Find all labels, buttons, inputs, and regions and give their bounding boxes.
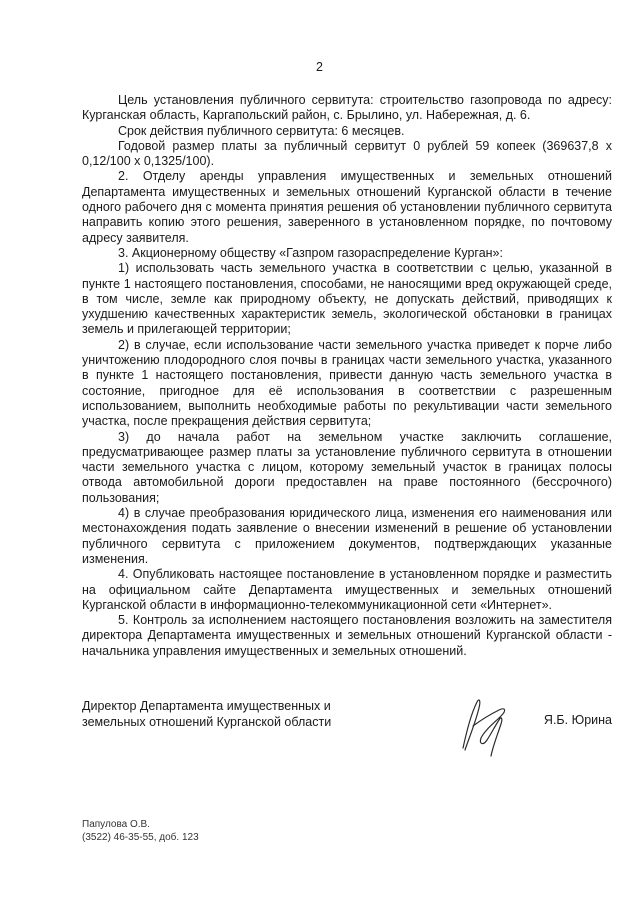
document-body — [82, 93, 612, 659]
item-3-sub-4: 4) в случае преобразования юридического лица, изменения его наименования или местонахождения подать заявление о внесении изменений в решение об установлении публичного сервитута с приложением документов, подтверждающих указанные изменения. — [82, 506, 612, 566]
item-2: 2. Отделу аренды управления имущественных и земельных отношений Департамента имущественных и земельных отношений Курганской области в течение одного рабочего дня с момента принятия решения об установлении публичного сервитута направить копию этого решения, заверенного в установленном порядке, по почтовому адресу заявителя. — [82, 169, 612, 245]
page-number: 2 — [316, 60, 323, 74]
executor-info — [82, 818, 199, 844]
item-3-sub-2: 2) в случае, если использование части земельного участка приведет к порче либо уничтожению плодородного слоя почвы в границах части земельного участка, указанного в пункте 1 настоящего постановления, привести данную часть земельного участка в состояние, пригодное для её использования в соответствии с разрешенным использованием, выполнить необходимые работы по рекультивации части земельного участка, после прекращения действия сервитута; — [82, 337, 612, 429]
signer-name: Я.Б. Юрина — [543, 713, 612, 727]
item-4: 4. Опубликовать настоящее постановление в установленном порядке и разместить на официальном сайте Департамента имущественных и земельных отношений Курганской области в информационно-телекоммуникационной сети «Интернет». — [82, 567, 612, 612]
executor-name: Папулова О.В. — [82, 819, 150, 830]
servitude-fee: Годовой размер платы за публичный сервитут 0 рублей 59 копеек (369637,8 х 0,12/100 х 0,1325/100). — [82, 138, 612, 169]
servitude-term: Срок действия публичного сервитута: 6 месяцев. — [118, 123, 405, 138]
executor-phone: (3522) 46-35-55, доб. 123 — [82, 832, 199, 843]
item-3: 3. Акционерному обществу «Газпром газораспределение Курган»: — [118, 245, 503, 260]
signer-position-line2: земельных отношений Курганской области — [82, 715, 332, 729]
signer-position-line1: Директор Департамента имущественных и — [82, 699, 331, 713]
item-3-sub-3: 3) до начала работ на земельном участке заключить соглашение, предусматривающее размер платы за установление публичного сервитута в отношении части земельного участка с лицом, которому земельный участок в границах полосы отвода автомобильной дороги предоставлен на праве постоянного (бессрочного) пользования; — [82, 429, 612, 505]
servitude-purpose: Цель установления публичного сервитута: строительство газопровода по адресу: Курганская область, Каргапольский район, с. Брылино, ул. Набережная, д. 6. — [82, 93, 612, 123]
signature-block — [82, 698, 612, 730]
handwritten-signature — [455, 690, 515, 760]
item-5: 5. Контроль за исполнением настоящего постановления возложить на заместителя директора Департамента имущественных и земельных отношений Курганской области - начальника управления имущественных и земельных отношений. — [82, 613, 612, 658]
signer-position — [82, 698, 382, 730]
item-3-sub-1: 1) использовать часть земельного участка в соответствии с целью, указанной в пункте 1 настоящего постановления, способами, не наносящими вред окружающей среде, в том числе, земле как природному объекту, не допускать действий, приводящих к ухудшению качественных характеристик земель, экологической обстановки в границах земель и прилегающей территории; — [82, 261, 612, 337]
